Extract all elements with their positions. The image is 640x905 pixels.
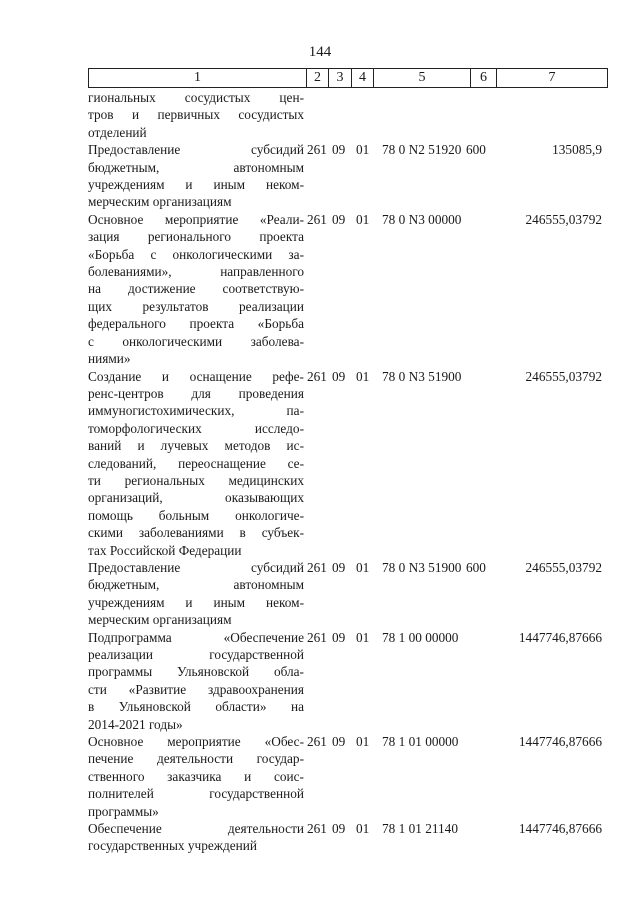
description-line: «Борьба с онкологическими за- bbox=[88, 246, 304, 262]
row-cell-c5: 78 0 N3 51900 bbox=[382, 368, 462, 384]
description-line: организаций, оказывающих bbox=[88, 490, 304, 506]
row-cell-c2: 261 bbox=[307, 559, 327, 575]
row-cell-c5: 78 0 N2 51920 bbox=[382, 142, 462, 158]
row-cell-c4: 01 bbox=[356, 142, 370, 158]
row-cell-c3: 09 bbox=[332, 821, 346, 837]
header-col-3: 3 bbox=[329, 69, 352, 87]
description-line: тах Российской Федерации bbox=[88, 542, 242, 558]
description-line: следований, переоснащение се- bbox=[88, 455, 304, 471]
row-cell-c3: 09 bbox=[332, 559, 346, 575]
description-line: учреждениям и иным неком- bbox=[88, 594, 304, 610]
row-cell-c2: 261 bbox=[307, 211, 327, 227]
row-cell-c3: 09 bbox=[332, 629, 346, 645]
row-description bbox=[88, 629, 304, 733]
row-cell-c3: 09 bbox=[332, 142, 346, 158]
description-line: тров и первичных сосудистых bbox=[88, 107, 304, 123]
header-col-2: 2 bbox=[307, 69, 329, 87]
description-line: печение деятельности государ- bbox=[88, 751, 304, 767]
description-line: бюджетным, автономным bbox=[88, 159, 304, 175]
row-cell-c3: 09 bbox=[332, 734, 346, 750]
row-cell-c6: 600 bbox=[466, 559, 486, 575]
description-line: ственного заказчика и соис- bbox=[88, 768, 304, 784]
row-cell-c5: 78 1 00 00000 bbox=[382, 629, 459, 645]
description-line: гиональных сосудистых цен- bbox=[88, 90, 304, 105]
row-cell-c4: 01 bbox=[356, 559, 370, 575]
table-header bbox=[88, 68, 608, 88]
description-line: помощь больным онкологиче- bbox=[88, 507, 304, 523]
header-col-6: 6 bbox=[471, 69, 497, 87]
description-line: мерческим организациям bbox=[88, 612, 232, 628]
description-line: государственных учреждений bbox=[88, 838, 257, 854]
row-cell-c2: 261 bbox=[307, 734, 327, 750]
row-cell-c7: 1447746,87666 bbox=[518, 629, 602, 645]
header-col-5: 5 bbox=[374, 69, 471, 87]
header-col-1: 1 bbox=[89, 69, 307, 87]
page-number: 144 bbox=[308, 44, 332, 60]
description-line: болеваниями», направленного bbox=[88, 264, 304, 280]
row-cell-c2: 261 bbox=[307, 368, 327, 384]
row-cell-c5: 78 0 N3 00000 bbox=[382, 211, 462, 227]
row-cell-c4: 01 bbox=[356, 734, 370, 750]
table-row bbox=[88, 89, 608, 141]
description-line: Предоставление субсидий bbox=[88, 142, 304, 158]
row-cell-c4: 01 bbox=[356, 211, 370, 227]
description-line: ренс-центров для проведения bbox=[88, 385, 304, 401]
row-cell-c7: 246555,03792 bbox=[525, 368, 602, 384]
row-description bbox=[88, 89, 304, 141]
description-line: Создание и оснащение рефе- bbox=[88, 368, 304, 384]
description-line: программы» bbox=[88, 803, 159, 819]
description-line: учреждениям и иным неком- bbox=[88, 177, 304, 193]
description-line: иммуногистохимических, па- bbox=[88, 403, 304, 419]
row-description bbox=[88, 141, 304, 211]
description-line: Предоставление субсидий bbox=[88, 559, 304, 575]
description-line: Основное мероприятие «Реали- bbox=[88, 211, 304, 227]
description-line: Основное мероприятие «Обес- bbox=[88, 734, 304, 750]
row-cell-c4: 01 bbox=[356, 368, 370, 384]
description-line: мерческим организациям bbox=[88, 194, 232, 210]
description-line: с онкологическими заболева- bbox=[88, 333, 304, 349]
row-description bbox=[88, 211, 304, 368]
description-line: в Ульяновской области» на bbox=[88, 699, 304, 715]
header-col-4: 4 bbox=[352, 69, 374, 87]
row-description bbox=[88, 820, 304, 855]
description-line: щих результатов реализации bbox=[88, 298, 304, 314]
table-row bbox=[88, 629, 608, 733]
description-line: ваний и лучевых методов ис- bbox=[88, 438, 304, 454]
row-description bbox=[88, 368, 304, 559]
description-line: программы Ульяновской обла- bbox=[88, 664, 304, 680]
row-description bbox=[88, 559, 304, 629]
table-row bbox=[88, 368, 608, 559]
row-cell-c7: 1447746,87666 bbox=[518, 821, 602, 837]
row-cell-c4: 01 bbox=[356, 629, 370, 645]
row-cell-c4: 01 bbox=[356, 821, 370, 837]
row-cell-c6: 600 bbox=[466, 142, 486, 158]
row-cell-c3: 09 bbox=[332, 211, 346, 227]
row-cell-c7: 246555,03792 bbox=[525, 211, 602, 227]
row-cell-c5: 78 0 N3 51900 bbox=[382, 559, 462, 575]
table-row bbox=[88, 733, 608, 820]
row-cell-c5: 78 1 01 00000 bbox=[382, 734, 459, 750]
row-cell-c7: 135085,9 bbox=[552, 142, 602, 158]
description-line: Подпрограмма «Обеспечение bbox=[88, 629, 304, 645]
description-line: отделений bbox=[88, 124, 147, 140]
table-row bbox=[88, 211, 608, 368]
description-line: 2014-2021 годы» bbox=[88, 716, 183, 732]
description-line: скими заболеваниями в субъек- bbox=[88, 525, 304, 541]
table-row bbox=[88, 820, 608, 855]
description-line: реализации государственной bbox=[88, 647, 304, 662]
description-line: сти «Развитие здравоохранения bbox=[88, 681, 304, 697]
description-line: на достижение соответствую- bbox=[88, 281, 304, 297]
row-cell-c7: 1447746,87666 bbox=[518, 734, 602, 750]
table-row bbox=[88, 141, 608, 211]
description-line: федерального проекта «Борьба bbox=[88, 316, 304, 332]
description-line: бюджетным, автономным bbox=[88, 577, 304, 593]
row-cell-c3: 09 bbox=[332, 368, 346, 384]
row-cell-c5: 78 1 01 21140 bbox=[382, 821, 458, 837]
table-row bbox=[88, 559, 608, 629]
description-line: полнителей государственной bbox=[88, 786, 304, 802]
row-description bbox=[88, 733, 304, 820]
header-col-7: 7 bbox=[548, 70, 556, 85]
row-cell-c2: 261 bbox=[307, 821, 327, 837]
description-line: ти региональных медицинских bbox=[88, 472, 304, 488]
row-cell-c2: 261 bbox=[307, 629, 327, 645]
row-cell-c2: 261 bbox=[307, 142, 327, 158]
description-line: Обеспечение деятельности bbox=[88, 821, 304, 837]
description-line: ниями» bbox=[88, 351, 131, 367]
description-line: томорфологических исследо- bbox=[88, 420, 304, 436]
row-cell-c7: 246555,03792 bbox=[525, 559, 602, 575]
description-line: зация регионального проекта bbox=[88, 229, 304, 245]
table-body bbox=[88, 89, 608, 855]
